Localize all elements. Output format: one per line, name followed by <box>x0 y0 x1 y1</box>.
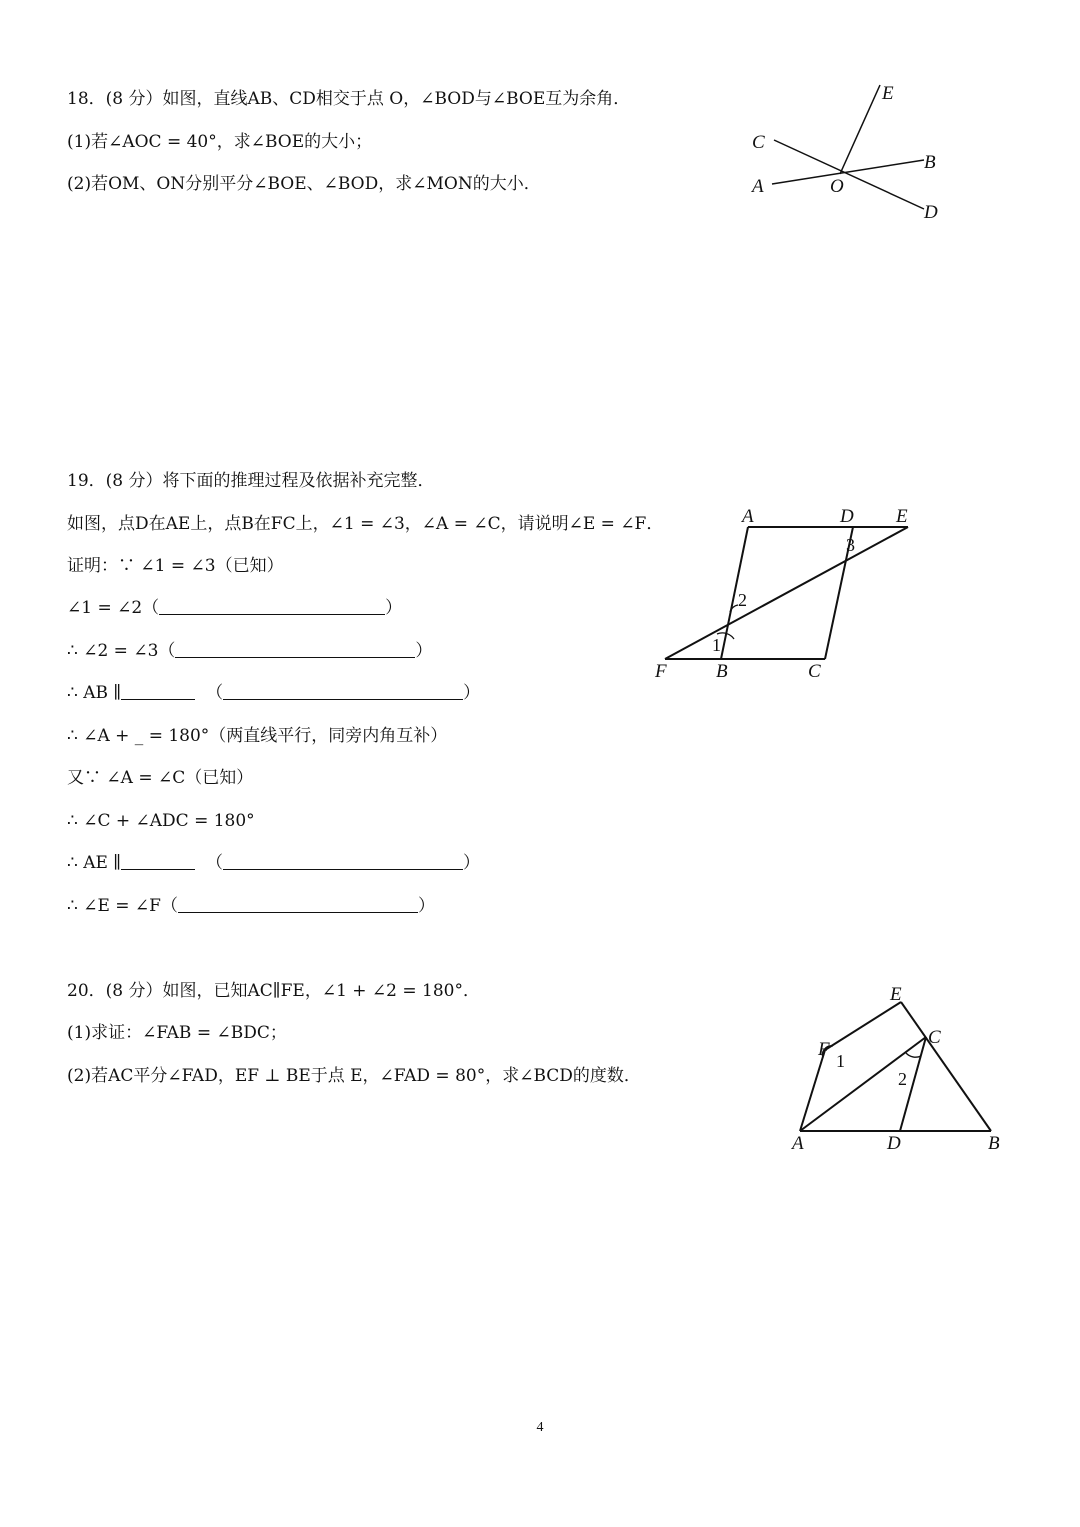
answer-blank[interactable] <box>178 896 418 913</box>
q19-label-f: F <box>655 661 667 682</box>
q20-label-f: F <box>818 1039 830 1060</box>
q19-intro: 如图，点D在AE上，点B在FC上，∠1 = ∠3，∠A = ∠C，请说明∠E = ∠F． <box>67 514 664 534</box>
q19-header: 19．(8 分）将下面的推理过程及依据补充完整． <box>67 471 435 491</box>
q20-angle-2: 2 <box>898 1069 907 1089</box>
q18-label-a: A <box>752 176 764 197</box>
q20-header: 20．(8 分）如图，已知AC∥FE，∠1 + ∠2 = 180°． <box>67 981 480 1001</box>
q19-proof-line-3: ∴ ∠2 = ∠3（ ） <box>67 641 433 661</box>
q18-label-e: E <box>882 83 894 104</box>
q19-label-a: A <box>742 506 754 527</box>
q20-label-c: C <box>928 1027 941 1048</box>
q20-part2: (2)若AC平分∠FAD，EF ⊥ BE于点 E，∠FAD = 80°，求∠BCD的度数． <box>67 1066 641 1086</box>
q18-part2: (2)若OM、ON分别平分∠BOE、∠BOD，求∠MON的大小． <box>67 174 541 194</box>
q20-label-b: B <box>988 1133 1000 1154</box>
q19-proof-line-8: ∴ AE ∥ （ ） <box>67 853 480 873</box>
q19-angle-1: 1 <box>712 635 721 655</box>
q19-proof-line-7: ∴ ∠C + ∠ADC = 180° <box>67 811 255 831</box>
q18-label-b: B <box>924 152 936 173</box>
q18-label-c: C <box>752 132 765 153</box>
q20-angle-1: 1 <box>836 1051 845 1071</box>
answer-blank[interactable] <box>223 853 463 870</box>
q20-label-a: A <box>792 1133 804 1154</box>
q19-proof-line-4: ∴ AB ∥ （ ） <box>67 683 481 703</box>
q18-label-d: D <box>924 202 938 223</box>
q19-label-d: D <box>840 506 854 527</box>
q19-figure <box>650 500 920 690</box>
q19-angle-2: 2 <box>738 590 747 610</box>
answer-blank[interactable] <box>121 853 195 870</box>
q19-proof-line-1: 证明：∵ ∠1 = ∠3（已知） <box>67 556 284 576</box>
q20-label-d: D <box>887 1133 901 1154</box>
q18-part1: (1)若∠AOC = 40°，求∠BOE的大小； <box>67 132 373 152</box>
page-number: 4 <box>536 1420 544 1435</box>
answer-blank[interactable] <box>223 683 463 700</box>
q19-label-e: E <box>896 506 908 527</box>
q20-figure <box>780 980 1020 1160</box>
q19-proof-line-2: ∠1 = ∠2（ ） <box>67 598 403 618</box>
q18-header: 18．(8 分）如图，直线AB、CD相交于点 O，∠BOD与∠BOE互为余角． <box>67 89 631 109</box>
answer-blank[interactable] <box>175 641 415 658</box>
q20-part1: (1)求证：∠FAB = ∠BDC； <box>67 1023 287 1043</box>
q20-label-e: E <box>890 984 902 1005</box>
q19-label-c: C <box>808 661 821 682</box>
q18-figure <box>740 78 960 228</box>
answer-blank[interactable] <box>159 598 385 615</box>
q18-label-o: O <box>830 176 844 197</box>
q19-label-b: B <box>716 661 728 682</box>
q19-proof-line-5: ∴ ∠A + _ = 180°（两直线平行，同旁内角互补） <box>67 726 448 746</box>
q19-angle-3: 3 <box>846 535 855 555</box>
answer-blank[interactable] <box>121 683 195 700</box>
q19-proof-line-6: 又∵ ∠A = ∠C（已知） <box>67 768 254 788</box>
q19-proof-line-9: ∴ ∠E = ∠F（ ） <box>67 896 435 916</box>
